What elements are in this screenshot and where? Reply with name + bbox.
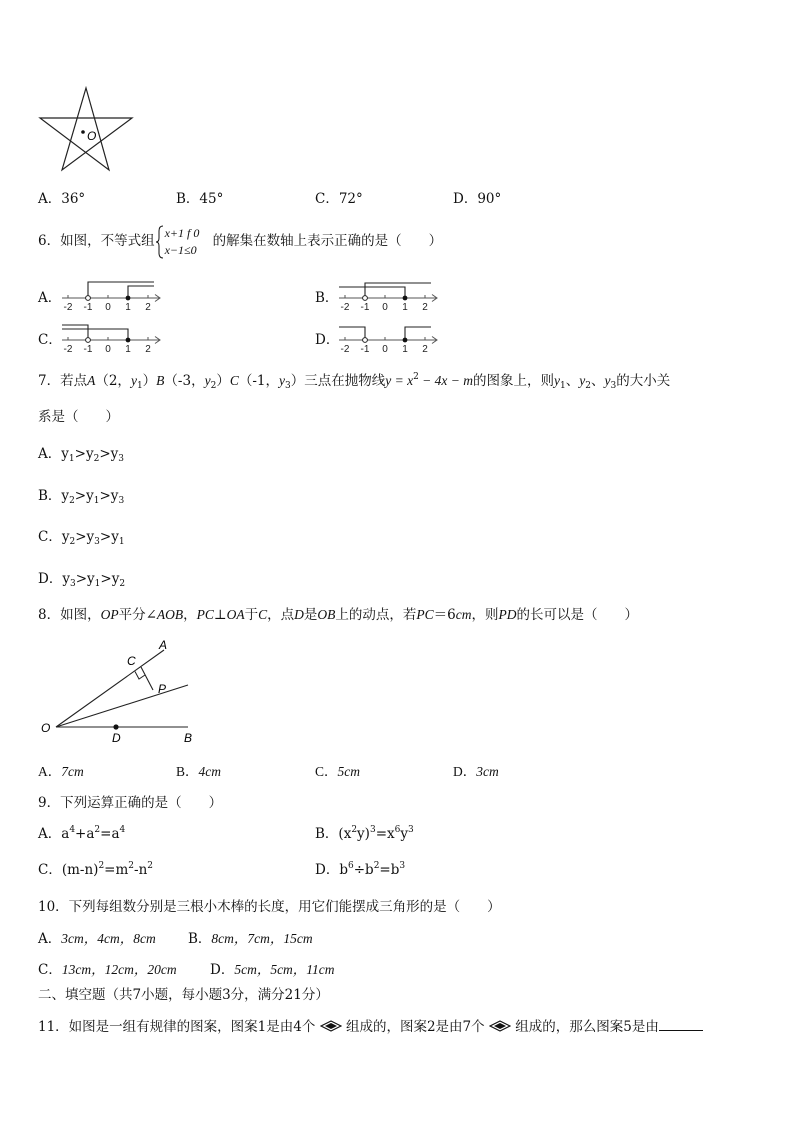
tick-label: 1 [125,302,131,311]
hollow-point [363,296,368,301]
q8-option-d[interactable]: D．3cm [453,764,499,779]
solution-ray [88,282,154,298]
q7-option-c[interactable]: C．$y_2>y_3>y_1$ [38,529,125,547]
q6-option-c-letter[interactable]: C． [38,332,62,348]
solid-point [126,338,131,343]
q7-option-d[interactable]: D．$y_3>y_1>y_2$ [38,571,126,589]
tick-label: -1 [83,302,93,311]
number-line-b [337,279,441,311]
solution-ray [339,287,405,298]
q10-option-d[interactable]: D．5cm，5cm，11cm [210,962,335,978]
tick-label: 1 [402,344,408,353]
q5-option-d[interactable]: D．90° [453,191,502,207]
angle-bisector-figure [38,636,208,748]
point-o-label: O [87,129,97,143]
tick-label: 1 [125,344,131,353]
q8-option-b[interactable]: B．4cm [176,764,222,779]
tick-label: 0 [105,302,111,311]
tick-label: -2 [63,302,73,311]
tick-label: 0 [105,344,111,353]
solution-ray [365,283,431,298]
tick-label: -1 [360,302,370,311]
q6-stem: 6．如图，不等式组 x+1 f 0 x−1≤0 的解集在数轴上表示正确的是（ ） [38,225,443,257]
tick-label: 0 [382,344,388,353]
hollow-point [86,338,91,343]
diamond-tile-icon [489,1020,511,1032]
q5-option-c[interactable]: C．72° [315,191,363,207]
label-d: D [112,731,121,745]
tick-label: -2 [340,302,350,311]
q9-option-a[interactable]: A．$a^4+a^2=a^4$ [38,825,126,842]
label-a: A [159,638,168,652]
segment-pc [141,667,153,690]
solid-point [403,296,408,301]
number-line-d [337,321,441,353]
q9-option-c[interactable]: C．$(m-n)^2=m^2-n^2$ [38,861,154,878]
q10-option-c[interactable]: C．13cm，12cm，20cm [38,962,177,978]
tick-label: 2 [422,302,428,311]
tick-label: -2 [63,344,73,353]
q8-option-c[interactable]: C．5cm [315,764,361,779]
q8-stem: 8．如图，OP平分∠AOB，PC⊥OA于C，点D是OB上的动点，若PC＝6cm，则PD的长可以是（ ） [38,607,638,623]
ray-op [56,685,188,727]
solution-ray [339,327,365,340]
q6-option-d-letter[interactable]: D． [315,332,340,348]
inequality-system: x+1 f 0 x−1≤0 [155,225,213,259]
point-d [113,724,118,729]
section-title: 二、填空题（共7小题，每小题3分，满分21分） [38,987,329,1003]
label-o: O [41,721,51,735]
point-o [81,130,85,134]
brace-icon [155,225,165,259]
hollow-point [363,338,368,343]
number-line-a [60,279,164,311]
solution-ray [62,325,88,340]
q9-option-b[interactable]: B．$(x^2y)^3=x^6y^3$ [315,825,414,842]
q11-stem: 11．如图是一组有规律的图案，图案1是由4个 组成的，图案2是由7个 组成的，那么图案5是由 [38,1015,703,1035]
solution-ray [128,286,154,298]
q10-option-b[interactable]: B．8cm，7cm，15cm [188,931,313,947]
q6-option-b-letter[interactable]: B． [315,290,339,306]
q7-stem-line2: 系是（ ） [38,409,119,425]
answer-blank[interactable] [659,1018,703,1031]
q5-option-b[interactable]: B．45° [176,191,224,207]
q7-option-b[interactable]: B．$y_2>y_1>y_3$ [38,488,125,506]
number-line-c [60,321,164,353]
solution-ray [405,327,431,340]
tick-label: 2 [145,344,151,353]
q6-option-a-letter[interactable]: A． [38,290,62,306]
solution-ray [62,329,128,340]
diamond-tile-icon [320,1020,342,1032]
q7-option-a[interactable]: A．$y_1>y_2>y_3$ [38,446,124,464]
tick-label: -1 [83,344,93,353]
q10-stem: 10．下列每组数分别是三根小木棒的长度，用它们能摆成三角形的是（ ） [38,899,501,915]
q7-stem-line1: 7．若点A（2，$y_1)B(-3$，$y_2)C(-1$，$y_3$）三点在抛物线$y = x^2 - 4x - m$的图象上，则$y_1$、$y_2$、$y_3$的大小关 [38,372,671,391]
q10-option-a[interactable]: A．3cm，4cm，8cm [38,931,156,947]
hollow-point [86,296,91,301]
tick-label: 0 [382,302,388,311]
q5-option-a[interactable]: A．36° [38,191,86,207]
q9-option-d[interactable]: D．$b^6\div b^2=b^3$ [315,861,406,878]
solid-point [403,338,408,343]
label-b: B [184,731,193,745]
q9-stem: 9．下列运算正确的是（ ） [38,795,223,811]
label-c: C [127,654,136,668]
solid-point [126,296,131,301]
tick-label: 1 [402,302,408,311]
tick-label: -1 [360,344,370,353]
tick-label: -2 [340,344,350,353]
tick-label: 2 [422,344,428,353]
tick-label: 2 [145,302,151,311]
label-p: P [158,682,167,696]
ray-oa [56,650,167,727]
q8-option-a[interactable]: A．7cm [38,764,84,779]
star-figure [38,86,134,176]
star-outline [40,88,132,170]
